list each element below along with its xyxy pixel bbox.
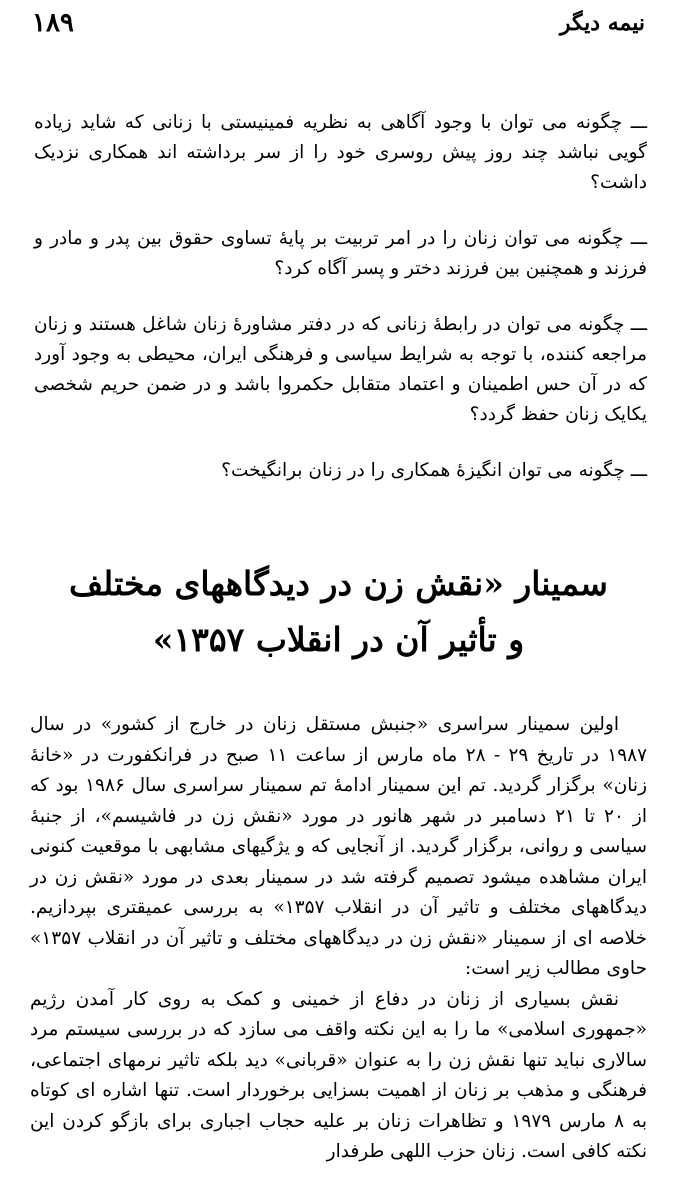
question-list [34,108,647,512]
question-item: ـــ چگونه می توان در رابطهٔ زنانی که در دفتر مشاورهٔ زنان شاغل هستند و زنان مراجعه کننده، با توجه به شرایط سیاسی و فرهنگی ایران، محیطی به وجود آورد که در آن حس اطمینان و اعتماد متقابل حکمروا باشد و در ضمن حریم شخصی یکایک زنان حفظ گردد؟ [34,314,647,425]
page-header [32,8,645,48]
body-paragraph: اولین سمینار سراسری «جنبش مستقل زنان در خارج از کشور» در سال ۱۹۸۷ در تاریخ ۲۹ - ۲۸ ماه مارس از ساعت ۱۱ صبح در فرانکفورت در «خانهٔ زنان» برگزار گردید. تم این سمینار ادامهٔ تم سمینار سراسری سال ۱۹۸۶ بود که از ۲۰ تا ۲۱ دسامبر در شهر هانور در مورد «نقش زن در فاشیسم»، از جنبهٔ سیاسی و روانی، برگزار گردید. از آنجایی که و یژگیهای مشابهی با موقعیت کنونی ایران مشاهده میشود تصمیم گرفته شد در سمینار بعدی در مورد «نقش زن در دیدگاههای مختلف و تاثیر آن در انقلاب ۱۳۵۷» به بررسی عمیقتری بپردازیم. خلاصه ای از سمینار «نقش زن در دیدگاههای مختلف و تاثیر آن در انقلاب ۱۳۵۷» حاوی مطالب زیر است: [30,714,648,979]
question-item: ـــ چگونه می توان با وجود آگاهی به نظریه فمینیستی با زنانی که شاید زیاده گویی نباشد چند روز پیش روسری خود را از سر برداشته اند همکاری نزدیک داشت؟ [34,112,647,193]
question-item: ـــ چگونه می توان زنان را در امر تربیت بر پایهٔ تساوی حقوق بین پدر و مادر و فرزند و همچنین بین فرزند دختر و پسر آگاه کرد؟ [34,228,647,279]
page-number: ۱۸۹ [32,8,74,38]
heading-line-2: و تأثیر آن در انقلاب ۱۳۵۷» [152,620,525,659]
heading-line-1: سمینار «نقش زن در دیدگاههای مختلف [69,564,608,603]
question-item: ـــ چگونه می توان انگیزهٔ همکاری را در زنان برانگیخت؟ [221,460,647,481]
body-paragraph: نقش بسیاری از زنان در دفاع از خمینی و کمک به روی کار آمدن رژیم «جمهوری اسلامی» ما را به این نکته واقف می سازد که در بررسی سیستم مرد سالاری نباید تنها نقش زن را به عنوان «قربانی» دید بلکه تاثیر نرمهای اجتماعی، فرهنگی و مذهب بر زنان از اهمیت بسزایی برخوردار است. تنها اشاره ای کوتاه به ۸ مارس ۱۹۷۹ و تظاهرات زنان بر علیه حجاب اجباری برای بازگو کردن این نکته کافی است. زنان حزب اللهی طرفدار [30,988,648,1162]
body-text [30,710,647,1168]
section-heading [60,556,617,668]
running-title: نیمه دیگر [559,10,645,36]
